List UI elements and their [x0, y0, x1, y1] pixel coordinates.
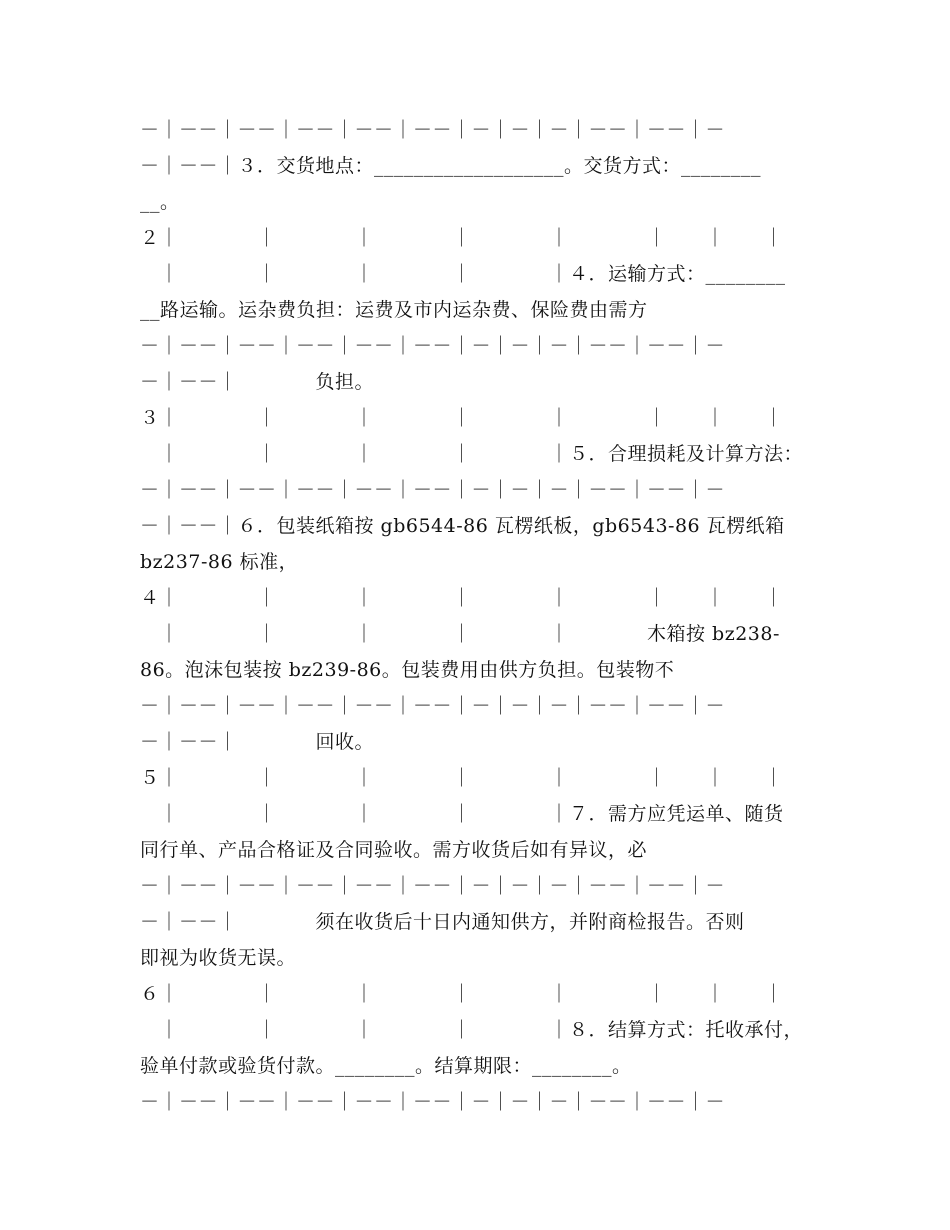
- text-line: －｜－－｜ 须在收货后十日内通知供方，并附商检报告。否则: [140, 911, 745, 933]
- text-line: ｜ ｜ ｜ ｜ ｜７．需方应凭运单、随货: [140, 803, 784, 825]
- text-line: ｜ ｜ ｜ ｜ ｜ 木箱按 bz238-: [140, 623, 780, 645]
- text-line: －｜－－｜－－｜－－｜－－｜－－｜－｜－｜－｜－－｜－－｜－: [140, 479, 726, 501]
- text-line: ３｜ ｜ ｜ ｜ ｜ ｜ ｜ ｜: [140, 407, 784, 429]
- text-line: －｜－－｜－－｜－－｜－－｜－－｜－｜－｜－｜－－｜－－｜－: [140, 875, 726, 897]
- text-line: －｜－－｜３．交货地点：___________________。交货方式：________: [140, 155, 762, 177]
- text-line: __路运输。运杂费负担：运费及市内运杂费、保险费由需方: [140, 299, 648, 321]
- text-line: 同行单、产品合格证及合同验收。需方收货后如有异议，必: [140, 839, 648, 861]
- text-line: ２｜ ｜ ｜ ｜ ｜ ｜ ｜ ｜: [140, 227, 784, 249]
- text-line: －｜－－｜ 负担。: [140, 371, 375, 393]
- text-line: ４｜ ｜ ｜ ｜ ｜ ｜ ｜ ｜: [140, 587, 784, 609]
- text-line: ５｜ ｜ ｜ ｜ ｜ ｜ ｜ ｜: [140, 767, 784, 789]
- text-line: ｜ ｜ ｜ ｜ ｜４．运输方式：________: [140, 263, 786, 285]
- text-line: －｜－－｜６．包装纸箱按 gb6544-86 瓦楞纸板，gb6543-86 瓦楞纸箱: [140, 515, 785, 537]
- text-line: －｜－－｜ 回收。: [140, 731, 375, 753]
- text-line: 验单付款或验货付款。________。结算期限：________。: [140, 1055, 632, 1077]
- text-line: ｜ ｜ ｜ ｜ ｜８．结算方式：托收承付，: [140, 1019, 804, 1041]
- text-line: __。: [140, 191, 180, 213]
- text-line: －｜－－｜－－｜－－｜－－｜－－｜－｜－｜－｜－－｜－－｜－: [140, 119, 726, 141]
- text-line: ｜ ｜ ｜ ｜ ｜５．合理损耗及计算方法：: [140, 443, 804, 465]
- text-line: 86。泡沫包装按 bz239-86。包装费用由供方负担。包装物不: [140, 659, 675, 681]
- text-line: －｜－－｜－－｜－－｜－－｜－－｜－｜－｜－｜－－｜－－｜－: [140, 335, 726, 357]
- text-line: 即视为收货无误。: [140, 947, 297, 969]
- text-line: －｜－－｜－－｜－－｜－－｜－－｜－｜－｜－｜－－｜－－｜－: [140, 695, 726, 717]
- text-line: －｜－－｜－－｜－－｜－－｜－－｜－｜－｜－｜－－｜－－｜－: [140, 1091, 726, 1113]
- text-line: ６｜ ｜ ｜ ｜ ｜ ｜ ｜ ｜: [140, 983, 784, 1005]
- text-line: bz237-86 标准，: [140, 551, 299, 573]
